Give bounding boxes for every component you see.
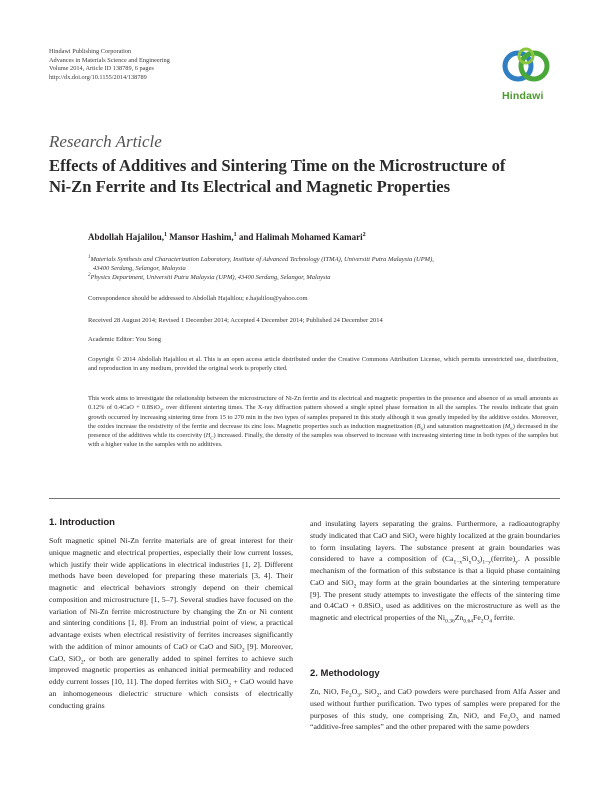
article-title	[49, 155, 569, 197]
author-sup: 2	[362, 232, 366, 238]
author-sup: 1	[233, 232, 237, 238]
affiliation-1-cont: 43400 Serdang, Selangor, Malaysia	[93, 264, 186, 272]
title-line-1: Effects of Additives and Sintering Time on the Microstructure of	[49, 156, 506, 175]
aff-sup: 2	[88, 272, 91, 278]
author-name: Mansor Hashim,	[169, 232, 234, 242]
hindawi-logo-icon	[496, 44, 558, 90]
article-dates: Received 28 August 2014; Revised 1 December 2014; Accepted 4 December 2014; Published 24 December 2014	[88, 317, 383, 324]
title-line-2: Ni-Zn Ferrite and Its Electrical and Magnetic Properties	[49, 177, 451, 196]
introduction-text: Soft magnetic spinel Ni-Zn ferrite materials are of great interest for their unique magnetic and electrical properties, especially their low current losses, which justify their wide applications in electrical industries [1, 2]. Different methods have been developed for preparing these materials [3, 4]. Their magnetic and electrical behaviors strongly depend on their chemical composition and microstructure [1, 5–7]. Several studies have focused on the variation of Ni-Zn ferrite microstructure by changing the Zn or Ni content and sintering conditions [1, 8]. From an industrial point of view, a practical advantage exists when electrical resistivity of ferrites increases significantly with the addition of minor amounts of CaO or CaO and SiO$_2$ [9]. Moreover, CaO, SiO$_2$, or both are generally added to spinel ferrites to achieve such improved magnetic properties as enhanced initial permeability and reduced eddy current losses [10, 11]. The doped ferrites with SiO$_2$ + CaO would have an inhomogeneous dielectric structure which consists of electrically conducting grains	[49, 536, 293, 710]
abstract: This work aims to investigate the relationship between the microstructure of Ni-Zn ferrite and its electrical and magnetic properties in the presence and absence of as small amounts as 0.12% of 0.4CaO + 0.8SiO$_2$, over different sintering times. The X-ray diffraction pattern showed a single spinel phase formation in all the samples. The results indicate that grain growth occurred by increasing sintering time from 15 to 270 min in the two types of samples prepared in this study although it was greatly impeded by the additive oxides. Moreover, the oxides increase the resistivity of the ferrite and decrease its zinc loss. Magnetic properties such as induction magnetization $(B_S)$ and saturation magnetization $(M_S)$ decreased in the presence of the additives while its coercivity $(H_C)$ increased. Finally, the density of the samples was observed to increase with increasing sintering time in both types of the samples but with a higher value in the samples with no additives.	[88, 395, 559, 449]
methodology-text: Zn, NiO, $Fe_2O_3$, SiO$_2$, and CaO powders were purchased from Alfa Asser and used without further purification. Two types of samples were prepared for the purposes of this study, one comprising Zn, NiO, and $Fe_2O_3$ and named “additive-free samples” and the other prepared with the same powders	[310, 687, 560, 732]
author-list	[88, 232, 366, 242]
journal-header	[49, 48, 170, 82]
affiliation-2	[88, 274, 558, 283]
journal-name: Advances in Materials Science and Engineering	[49, 56, 170, 64]
doi-link[interactable]: http://dx.doi.org/10.1155/2014/138789	[49, 73, 147, 81]
correspondence: Correspondence should be addressed to Abdollah Hajalilou; e.hajalilou@yahoo.com	[88, 295, 308, 302]
hindawi-logo	[496, 44, 558, 104]
section-heading-methodology: 2. Methodology	[310, 668, 380, 679]
copyright-notice: Copyright © 2014 Abdollah Hajalilou et al. This is an open access article distributed under the Creative Commons Attribution License, which permits unrestricted use, distribution, and reproduction in any medium, provided the original work is properly cited.	[88, 356, 558, 373]
author-name: and Halimah Mohamed Kamari	[238, 232, 363, 242]
affiliations	[88, 256, 558, 282]
author-name: Abdollah Hajalilou,	[88, 232, 165, 242]
introduction-text-continued: and insulating layers separating the grains. Furthermore, a radioautography study indicated that CaO and SiO$_2$ were highly localized at the grain boundaries to form insulating layers. The substance present at grain boundaries was considered to have a composition of $(Ca_{1-x}Si_xO_3)_{1-y}(ferrite)_y$. A possible mechanism of the formation of this substance is that a liquid phase containing CaO and SiO$_2$ may form at the grain boundaries at the sintering temperature [9]. The present study attempts to investigate the effects of the sintering time and 0.4CaO + 0.8SiO$_2$ used as additives on the microstructure as well as the magnetic and electrical properties of the $Ni_{0.36}Zn_{0.64}Fe_2O_4$ ferrite.	[310, 519, 560, 625]
academic-editor: Academic Editor: You Song	[88, 336, 161, 343]
aff-sup: 1	[88, 254, 91, 260]
volume-info: Volume 2014, Article ID 138789, 6 pages	[49, 65, 154, 73]
aff-text: Materials Synthesis and Characterization Laboratory, Institute of Advanced Technology (ITMA), Universiti Putra Malaysia (UPM),	[90, 256, 434, 263]
author-sup: 1	[164, 232, 168, 238]
section-heading-introduction: 1. Introduction	[49, 517, 115, 528]
publisher-name: Hindawi Publishing Corporation	[49, 48, 132, 55]
article-type: Research Article	[49, 132, 162, 151]
aff-text: Physics Department, Universiti Putra Malaysia (UPM), 43400 Serdang, Selangor, Malaysia	[90, 273, 331, 281]
affiliation-1	[88, 256, 558, 265]
logo-wordmark: Hindawi	[502, 90, 544, 102]
section-divider	[49, 498, 560, 499]
